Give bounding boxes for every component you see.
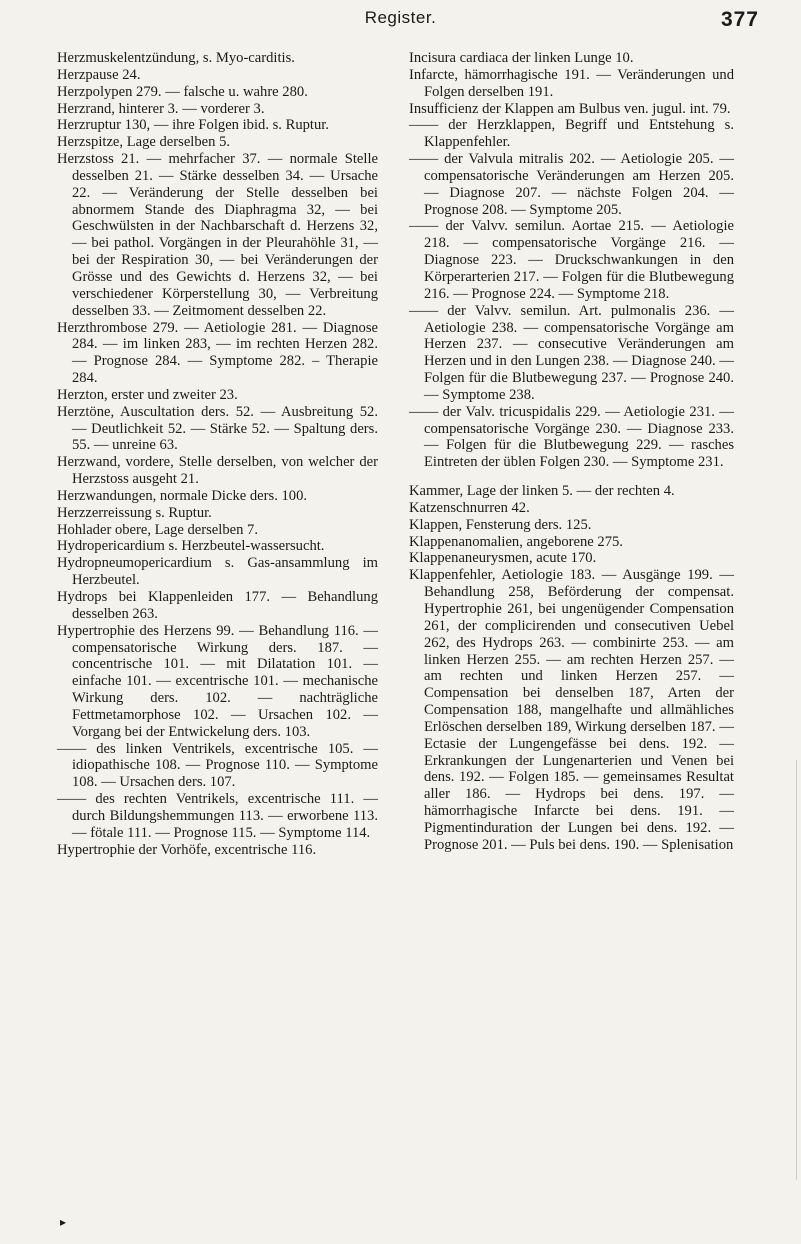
page-number: 377 — [720, 8, 759, 31]
index-entry: Hydrops bei Klappenleiden 177. — Behandlung desselben 263. — [57, 589, 378, 622]
index-entry: —— der Valv. tricuspidalis 229. — Aetiologie 231. — compensatorische Vorgänge 230. — Diagnose 233. — Folgen für die Blutbewegung 229. — rasches Eintreten der üblen Folgen 230. — Symptome 231. — [409, 403, 734, 471]
index-entry: —— des linken Ventrikels, excentrische 105. — idiopathische 108. — Prognose 110. — Symptome 108. — Ursachen ders. 107. — [57, 740, 378, 791]
index-entry: Infarcte, hämorrhagische 191. — Veränderungen und Folgen derselben 191. — [409, 66, 734, 100]
index-entry: —— der Valvv. semilun. Aortae 215. — Aetiologie 218. — compensatorische Vorgänge 216. — Diagnose 223. — Druckschwankungen in den Körperarterien 217. — Folgen für die Blutbewegung 216. — Prognose 224. — Symptome 218. — [409, 218, 734, 302]
running-title: Register. — [364, 8, 437, 27]
index-entry: Hydropneumopericardium s. Gas-ansammlung im Herzbeutel. — [57, 555, 378, 589]
index-entry: Herzrand, hinterer 3. — vorderer 3. — [57, 100, 265, 117]
index-entry: Herzmuskelentzündung, s. Myo-carditis. — [57, 50, 295, 66]
page-mark: ▸ — [60, 1215, 67, 1229]
index-entry: Insufficienz der Klappen am Bulbus ven. jugul. int. 79. — [409, 100, 731, 117]
index-entry: Kammer, Lage der linken 5. — der rechten 4. — [409, 483, 675, 500]
index-entry: Herzpause 24. — [57, 66, 141, 83]
index-entry: Hypertrophie des Herzens 99. — Behandlung 116. — compensatorische Wirkung ders. 187. — concentrische 101. — mit Dilatation 101. — einfache 101. — excentrische 101. — mechanische Wirkung ders. 102. — nachträgliche Fettmetamorphose 102. — Ursachen 102. — Vorgang bei der Entwickelung ders. 103. — [57, 622, 378, 740]
index-entry: —— der Valvula mitralis 202. — Aetiologie 205. — compensatorische Veränderungen am Herzen 205. — Diagnose 207. — nächste Folgen 204. — Prognose 208. — Symptome 205. — [409, 151, 734, 218]
index-entry: Hydropericardium s. Herzbeutel-wassersucht. — [57, 538, 325, 555]
index-entry: Klappenfehler, Aetiologie 183. — Ausgänge 199. — Behandlung 258, Beförderung der compensat. Hypertrophie 261, bei ungenügender Compensation 261, der complicirenden und consecutiven Uebel 262, des Hydrops 263. — combinirte 253. — am linken Herzen 255. — am rechten Herzen 257. — am rechten und linken Herzen 257. — Compensation bei denselben 187, Arten der Compensation 188, mangelhafte und allmähliches Erlöschen derselben 189, Wirkung derselben 187. — Ectasie der Lungengefässe bei dens. 192. — Erkrankungen der Lungenarterien und Venen bei dens. 192. — Folgen 185. — gemeinsames Resultat aller 186. — Hydrops bei dens. 197. — hämorrhagische Infarcte bei dens. 191. — Pigmentinduration der Lungen bei dens. 192. — Prognose 201. — Puls bei dens. 190. — Splenisation — [409, 567, 734, 853]
index-entry: Hohlader obere, Lage derselben 7. — [57, 521, 258, 538]
right-column — [409, 50, 734, 854]
index-entry: Herzzerreissung s. Ruptur. — [57, 504, 212, 521]
index-entry: Katzenschnurren 42. — [409, 499, 530, 516]
index-entry: Herzwand, vordere, Stelle derselben, von welcher der Herzstoss ausgeht 21. — [57, 454, 378, 488]
index-entry: Klappen, Fensterung ders. 125. — [409, 516, 592, 533]
index-entry: Incisura cardiaca der linken Lunge 10. — [409, 50, 634, 66]
index-entry: —— der Herzklappen, Begriff und Entstehung s. Klappenfehler. — [409, 117, 734, 151]
index-entry: Herzspitze, Lage derselben 5. — [57, 134, 231, 151]
index-entry: Herzpolypen 279. — falsche u. wahre 280. — [57, 83, 308, 100]
index-entry: —— des rechten Ventrikels, excentrische 111. — durch Bildungshemmungen 113. — erworbene 113. — fötale 111. — Prognose 115. — Symptome 114. — [57, 791, 378, 841]
index-entry: Herzwandungen, normale Dicke ders. 100. — [57, 487, 308, 504]
index-entry: Herzstoss 21. — mehrfacher 37. — normale Stelle desselben 21. — Stärke desselben 34. — Ursache 22. — Veränderung der Stelle desselben bei abnormem Stande des Diaphragma 32, — bei Geschwülsten in der Nachbarschaft d. Herzens 32, — bei pathol. Vorgängen in der Pleurahöhle 31, — bei der Respiration 30, — bei Veränderungen der Grösse und des Gewichts d. Herzens 32, — bei verschiedener Körperstellung 30, — Verbreitung desselben 33. — Zeitmoment desselben 22. — [57, 151, 378, 319]
index-entry: —— der Valvv. semilun. Art. pulmonalis 236. — Aetiologie 238. — compensatorische Vorgänge am Herzen 237. — consecutive Veränderungen am Herzen und in den Lungen 238. — Diagnose 240. — Folgen für die Blutbewegung 237. — Prognose 240. — Symptome 238. — [409, 302, 734, 403]
index-entry: Klappenanomalien, angeborene 275. — [409, 533, 623, 550]
left-column — [57, 50, 378, 859]
index-entry: Herzruptur 130, — ihre Folgen ibid. s. Ruptur. — [57, 117, 329, 134]
index-entry: Herzton, erster und zweiter 23. — [57, 386, 238, 403]
index-entry: Klappenaneurysmen, acute 170. — [409, 550, 597, 567]
index-entry: Herzthrombose 279. — Aetiologie 281. — Diagnose 284. — im linken 283, — im rechten Herzen 282. — Prognose 284. — Symptome 282. – Therapie 284. — [57, 319, 378, 387]
page-header — [0, 8, 801, 34]
index-entry: Herztöne, Auscultation ders. 52. — Ausbreitung 52. — Deutlichkeit 52. — Stärke 52. — Spaltung ders. 55. — unreine 63. — [57, 403, 378, 454]
section-gap — [409, 471, 734, 483]
page-edge-shadow — [796, 760, 797, 1180]
index-entry: Hypertrophie der Vorhöfe, excentrische 116. — [57, 841, 317, 858]
